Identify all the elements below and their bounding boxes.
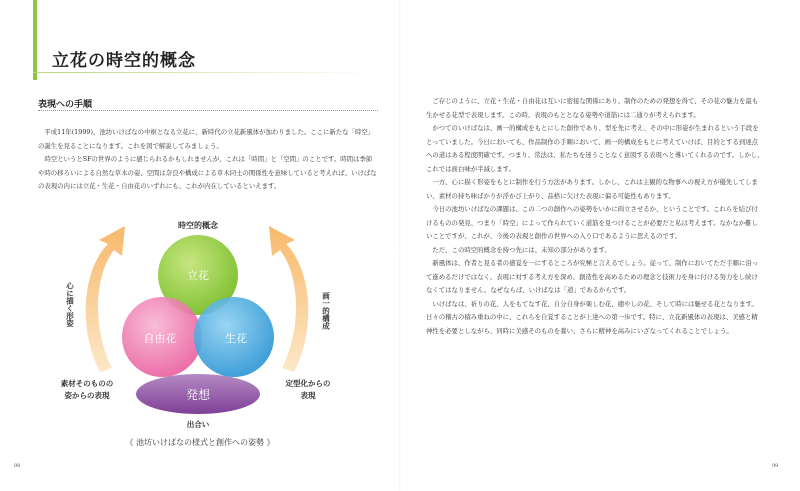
page-number-right: 99 [772,463,779,469]
right-paragraph: 一方、心に描く形姿をもとに制作を行う方法があります。しかし、これは主観的な物事への視え方が優先してしまい、素材の持ち味ばかりが浮かび上がり、品格に欠けた表現に偏る可能性もあります。 [426,178,758,200]
left-paragraph: 平成11年(1999)、池坊いけばなの中枢となる立花に、新時代の立花新風体が加わりました。ここに新たな「時空」の誕生を見ることになります。これを図で解説してみましょう。 [38,128,375,150]
right-paragraph: ただ、この時空的概念を持つ先には、未知の部分があります。 [432,245,611,254]
time-space-label: 時空的概念 [178,220,218,230]
right-paragraph: ご存じのように、立花・生花・自由花は互いに密接な関係にあり、制作のための発想を得て、その花の魅力を最も生かせる花型で表現します。この時、表現のもととなる姿勢や道筋には二通りが考えられます。 [426,97,759,119]
left-arrow-label: 心に描く形姿 [65,282,75,327]
right-curved-arrow [269,226,308,372]
right-arrow-label: 画一的構成 [321,292,331,330]
page-number-left: 98 [14,463,21,469]
right-body-text [426,95,764,338]
left-bottom-label-2: 姿からの表現 [64,391,110,400]
section-heading: 表現への手順 [38,100,93,110]
right-bottom-label-2: 表現 [300,391,316,400]
right-paragraph: 今日の池坊いけばなの課題は、この二つの創作への姿勢をいかに両立させるか、ということです。これらを結び付けるものの発見、つまり「時空」によって作られていく道筋を見つけることが必要だと私は考えます。なかなか難しいことですが、これが、今後の表現と創作の世界への入り口であるように思えるのです。 [426,205,758,240]
diagram-caption: 《 池坊いけばなの様式と創作への姿勢 》 [125,438,275,447]
hassou-label: 発想 [185,388,211,402]
page-title: 立花の時空的概念 [52,51,196,71]
shouka-label: 生花 [225,332,247,345]
right-paragraph: かつてのいけばなは、画一的構成をもとにした創作であり、型を先に考え、その中に形姿が生まれるという手段をとっていました。今日においても、作品制作の手順において、画一的構成をもとに考えていけば、目的とする到達点への道はある程度明確です。つまり、常法は、私たちを迷うことなく意図する表現へと導いてくれるのです。しかし、これでは面白味が半減します。 [426,124,764,173]
left-paragraph: 時空というとSFの世界のように感じられるかもしれませんが、これは「時間」と「空間」のことです。時間は季節や時の移ろいによる自然な草木の姿、空間は奈良や構成による草木同士の関係性を意味していると考えれば、いけばなの表現の内には立花・生花・自由花のいずれにも、これが内在しているといえます。 [38,155,377,190]
jiyuuka-label: 自由花 [143,332,177,345]
rikka-label: 立花 [187,269,209,282]
right-bottom-label-1: 定型化からの [285,379,331,388]
left-bottom-label-1: 素材そのものの [60,379,114,388]
left-curved-arrow [86,226,125,372]
deai-label: 出合い [186,420,210,429]
right-paragraph: いけばなは、祈りの花、人をもてなす花、自分自身が楽しむ花、癒やしの花、そして時には魅せる花となります。日々の稽古の積み重ねの中に、これらを自覚することが上達への第一歩です。特に、立花新風体の表現は、美感と精神性を必要としながら、同時に美感そのものを養い、さらに精神を高みにいざなってくれることでしょう。 [426,299,758,335]
right-paragraph: 新風体は、作者と見る者の感覚を一にするところが究極と言えるでしょう。従って、制作においてただ手順に沿って進めるだけではなく、表現に対する考え方を深め、創造性を高めるための理念と技術力を身に付ける努力をし続けなくてはなりません。なぜならば、いけばなは「道」であるからです。 [426,259,759,294]
